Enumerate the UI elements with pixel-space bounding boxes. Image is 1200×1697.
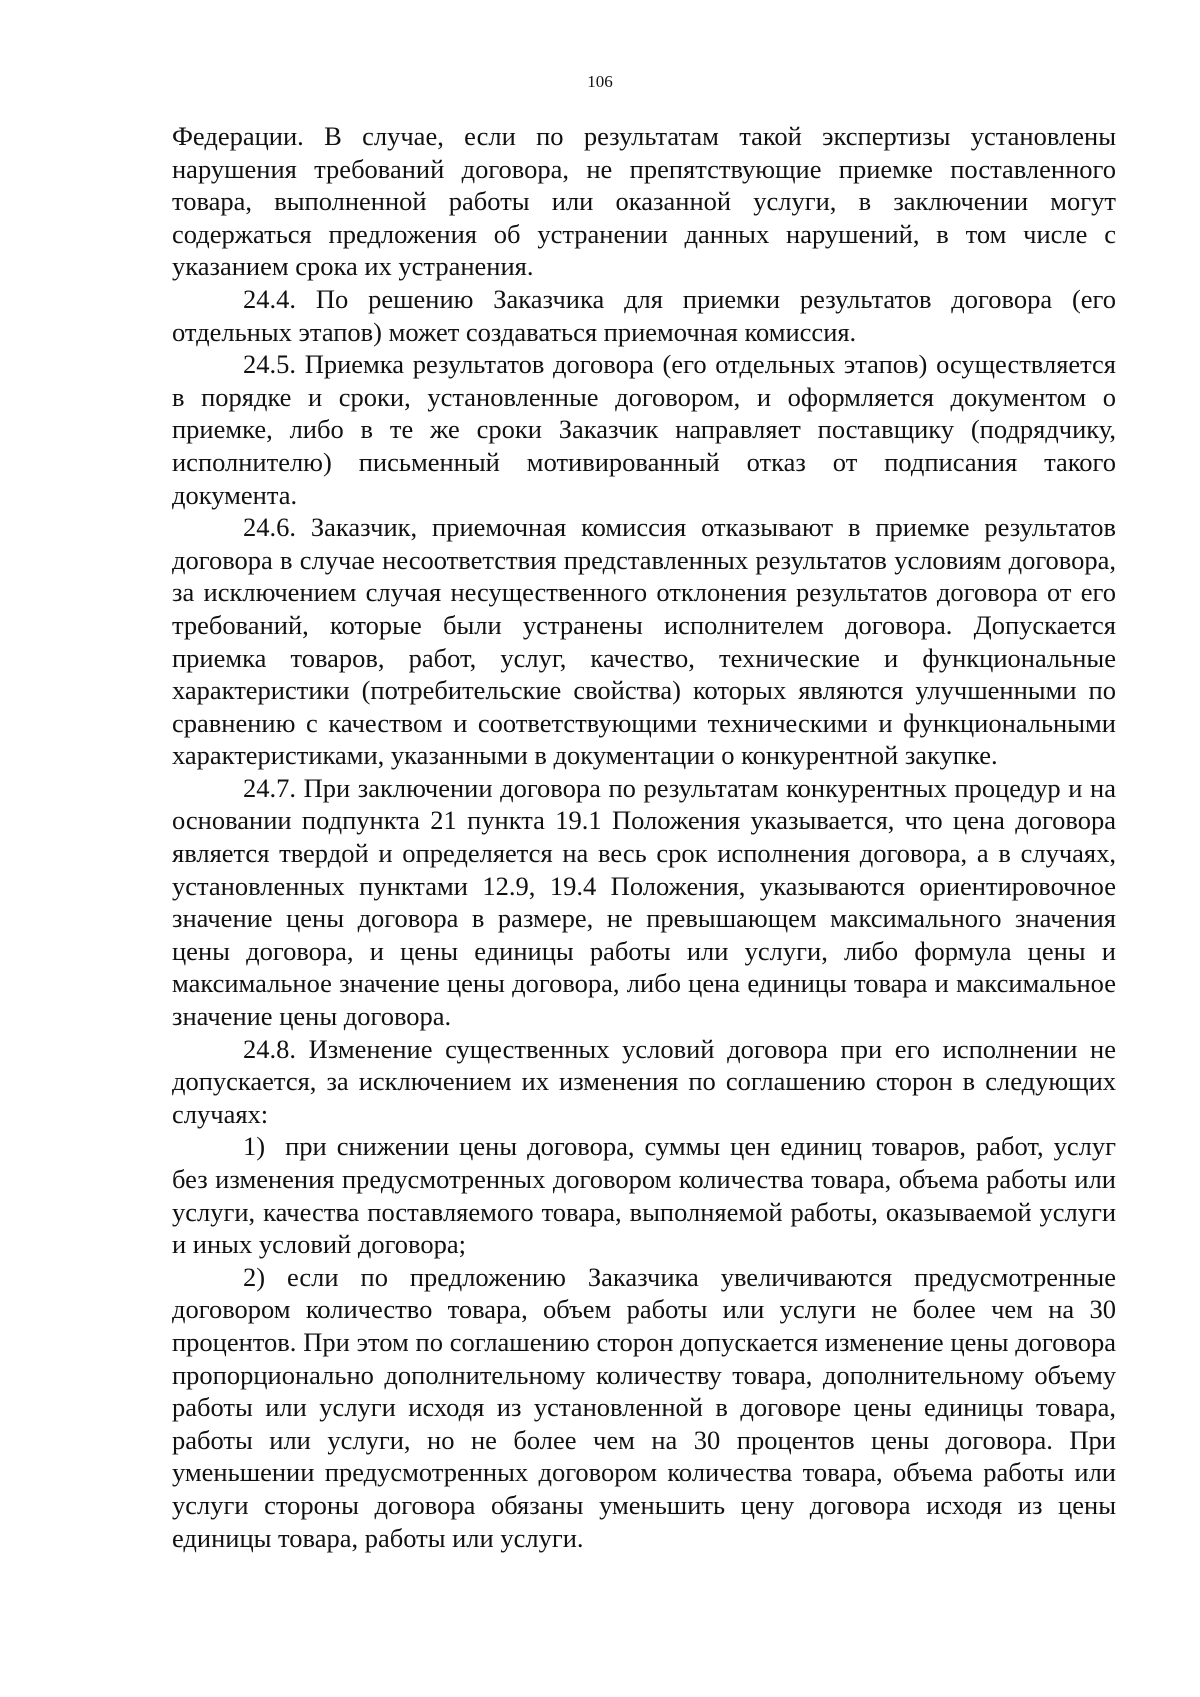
page-number: 106 <box>587 72 613 91</box>
paragraph-continuation: Федерации. В случае, если по результатам такой экспертизы установлены нарушения требований договора, не препятствующие приемке поставленного товара, выполненной работы или оказанной услуги, в заключении могут содержаться предложения об устранении данных нарушений, в том числе с указанием срока их устранения. <box>172 121 1116 282</box>
list-item-2: 2) если по предложению Заказчика увеличиваются предусмотренные договором количество товара, объем работы или услуги не более чем на 30 процентов. При этом по соглашению сторон допускается изменение цены договора пропорционально дополнительному количеству товара, дополнительному объему работы или услуги исходя из установленной в договоре цены единицы товара, работы или услуги, но не более чем на 30 процентов цены договора. При уменьшении предусмотренных договором количества товара, объема работы или услуги стороны договора обязаны уменьшить цену договора исходя из цены единицы товара, работы или услуги. <box>172 1261 1116 1553</box>
paragraph-24-4: 24.4. По решению Заказчика для приемки результатов договора (его отдельных этапов) может создаваться приемочная комиссия. <box>172 283 1116 347</box>
list-item-1: 1) при снижении цены договора, суммы цен единиц товаров, работ, услуг без изменения предусмотренных договором количества товара, объема работы или услуги, качества поставляемого товара, выполняемой работы, оказываемой услуги и иных условий договора; <box>172 1131 1123 1260</box>
paragraph-24-5: 24.5. Приемка результатов договора (его отдельных этапов) осуществляется в порядке и сроки, установленные договором, и оформляется документом о приемке, либо в те же сроки Заказчик направляет поставщику (подрядчику, исполнителю) письменный мотивированный отказ от подписания такого документа. <box>172 349 1116 510</box>
document-body <box>172 120 1123 1554</box>
paragraph-24-8: 24.8. Изменение существенных условий договора при его исполнении не допускается, за исключением их изменения по соглашению сторон в следующих случаях: <box>172 1033 1116 1129</box>
paragraph-24-6: 24.6. Заказчик, приемочная комиссия отказывают в приемке результатов договора в случае несоответствия представленных результатов условиям договора, за исключением случая несущественного отклонения результатов договора от его требований, которые были устранены исполнителем договора. Допускается приемка товаров, работ, услуг, качество, технические и функциональные характеристики (потребительские свойства) которых являются улучшенными по сравнению с качеством и соответствующими техническими и функциональными характеристиками, указанными в документации о конкурентной закупке. <box>172 512 1116 771</box>
paragraph-24-7: 24.7. При заключении договора по результатам конкурентных процедур и на основании подпункта 21 пункта 19.1 Положения указывается, что цена договора является твердой и определяется на весь срок исполнения договора, а в случаях, установленных пунктами 12.9, 19.4 Положения, указываются ориентировочное значение цены договора в размере, не превышающем максимального значения цены договора, и цены единицы работы или услуги, либо формула цены и максимальное значение цены договора, либо цена единицы товара и максимальное значение цены договора. <box>172 772 1116 1032</box>
